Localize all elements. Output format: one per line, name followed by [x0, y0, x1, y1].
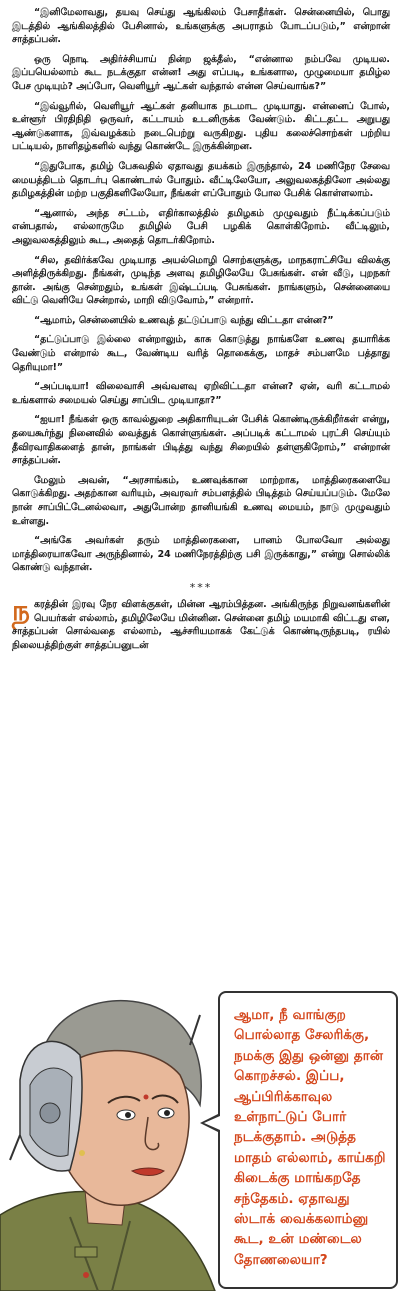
- paragraph: “இதுபோக, தமிழ் பேசுவதில் ஏதாவது தயக்கம் இருந்தால், 24 மணிநேர சேவை மையத்திடம் தொடர்பு கொண்டால் போதும். வீட்டிலேயோ, அலுவலகத்திலோ அல்லது தமிழகத்தின் மற்ற பகுதிகளிலேயோ, நீங்கள் எப்போதும் போல பேசிக் கொள்ளலாம்.: [12, 160, 390, 200]
- cartoon-panel: [0, 985, 402, 1291]
- speech-bubble-text: ஆமா, நீ வாங்குற பொல்லாத சேலரிக்கு, நமக்கு இது ஒன்னு தான் கொறச்சல். இப்ப, ஆப்பிரிக்காவுல உள்நாட்டுப் போர் நடக்குதாம். அடுத்த மாதம் எல்லாம், காய்கறி கிடைக்கு மாங்கறதே சந்தேகம். ஏதாவது ஸ்டாக் வைக்கலாம்னு கூட, உன் மண்டைல தோணலையா?: [234, 1007, 386, 1268]
- new-section-paragraph: [12, 593, 390, 652]
- section-separator: ***: [189, 580, 213, 594]
- speech-bubble-tail-inner: [204, 1116, 220, 1130]
- paragraph: மேலும் அவன், “அரசாங்கம், உணவுக்கான மாற்றாக, மாத்திரைகளையே கொடுக்கிறது. அதற்கான வரியும், அவரவர் சம்பளத்தில் பிடித்தம் செய்யப்படும். மேலே நான் சாப்பிட்டேனல்லவா, அதுபோன்ற தானியங்கி உணவு மையம், நாடு முழுவதும் உள்ளது.: [12, 474, 390, 527]
- paragraph: “இனிமேலாவது, தயவு செய்து ஆங்கிலம் பேசாதீர்கள். சென்னையில், பொது இடத்தில் ஆங்கிலத்தில் பேசினால், உங்களுக்கு அபராதம் போடப்படும்,” என்றான் சாத்தப்பன்.: [12, 7, 390, 46]
- paragraph: “சில, தவிர்க்கவே முடியாத அயல்மொழி சொற்களுக்கு, மாநகராட்சியே விலக்கு அளித்திருக்கிறது. நீங்கள், முடிந்த அளவு தமிழிலேயே பேசுங்கள். என் வீடு, புறநகர் தான். அங்கு சென்றதும், உங்கள் இஷ்டப்படி பேசுங்கள். நாங்களும், சென்னையை விட்டு வெளியே சென்றால், மாறி விடுவோம்,” என்றார்.: [12, 254, 390, 307]
- paragraph: “அங்கே அவர்கள் தரும் மாத்திரைகளை, பானம் போலவோ அல்லது மாத்திரையாகவோ அருந்தினால், 24 மணிநேரத்திற்கு பசி இருக்காது,” என்று சொல்லிக் கொண்டு வந்தான்.: [12, 535, 390, 574]
- paragraph: “ஆனால், அந்த சட்டம், எதிர்காலத்தில் தமிழகம் முழுவதும் நீட்டிக்கப்படும் என்பதால், எல்லாருமே தமிழில் பேசி பழகிக் கொள்கிறோம். வீட்டிலும், அலுவலகத்திலும் கூட, அதைத் தொடர்கிறோம்.: [12, 207, 390, 246]
- drop-cap: ந: [12, 593, 30, 627]
- paragraph: “அப்படியா! விலைவாசி அவ்வளவு ஏறிவிட்டதா என்ன? ஏன், வரி கட்டாமல் உங்களால் சமையல் செய்து சாப்பிட முடியாதா?”: [12, 381, 390, 406]
- speech-bubble: [218, 991, 398, 1289]
- woman-illustration: [0, 985, 230, 1291]
- new-section-text: கரத்தின் இரவு நேர விளக்குகள், மின்ன ஆரம்பித்தன. அங்கிருந்த நிறுவனங்களின் பெயர்கள் எல்லாம், தமிழிலேயே மின்னின. சென்னை தமிழ் மயமாகி விட்டது என, சாத்தப்பன் சொல்வதை எல்லாம், ஆச்சரியமாகக் கேட்டுக் கொண்டிருந்தபடி, ரயில் நிலையத்திற்குள் சாத்தப்பனுடன்: [12, 598, 390, 651]
- paragraph: “ஐயா! நீங்கள் ஒரு காவல்துறை அதிகாரியுடன் பேசிக் கொண்டிருக்கிறீர்கள் என்று, தயைகூர்ந்து நினைவில் வைத்துக் கொள்ளுங்கள். அப்படிக் கட்டாமல் புரட்சி செய்யும் தீவிரவாதிகளைத் தான், நாங்கள் பிடித்து வந்து சிறையில் தள்ளுகிறோம்,” என்றான் சாத்தப்பன்.: [12, 414, 390, 467]
- paragraph: ஒரு நொடி அதிர்ச்சியாய் நின்ற ஜக்தீஸ், “என்னால நம்பவே முடியல. இப்பயெல்லாம் கூட நடக்குதா என்ன! அது எப்படி, உங்களால, முழுமையா தமிழ்ல பேச முடியும்? அப்போ, வெளியூர் ஆட்கள் வந்தால் என்ன செய்வாங்க?”: [12, 53, 390, 92]
- paragraph: “ஆமாம், சென்னையில் உணவுத் தட்டுப்பாடு வந்து விட்டதா என்ன?”: [34, 314, 334, 326]
- paragraph: “இவ்வூரில், வெளியூர் ஆட்கள் தனியாக நடமாட முடியாது. என்னைப் போல், உள்ளூர் பிரதிநிதி ஒருவர், கட்டாயம் உடனிருக்க வேண்டும். கிட்டதட்ட அறுபது ஆண்டுகளாக, இவ்வழக்கம் நடைபெற்று வருகிறது. புதிய கலைச்சொற்கள் பற்றிய பட்டியல், நாளிதழ்களில் வந்து கொண்டே இருக்கின்றன.: [12, 100, 390, 153]
- paragraph: “தட்டுப்பாடு இல்லை என்றாலும், காசு கொடுத்து நாங்களே உணவு தயாரிக்க வேண்டும் என்றால் கூட, வேண்டிய வரித் தொகைக்கு, மாதச் சம்பளமே பத்தாது தெரியுமா!”: [12, 334, 390, 373]
